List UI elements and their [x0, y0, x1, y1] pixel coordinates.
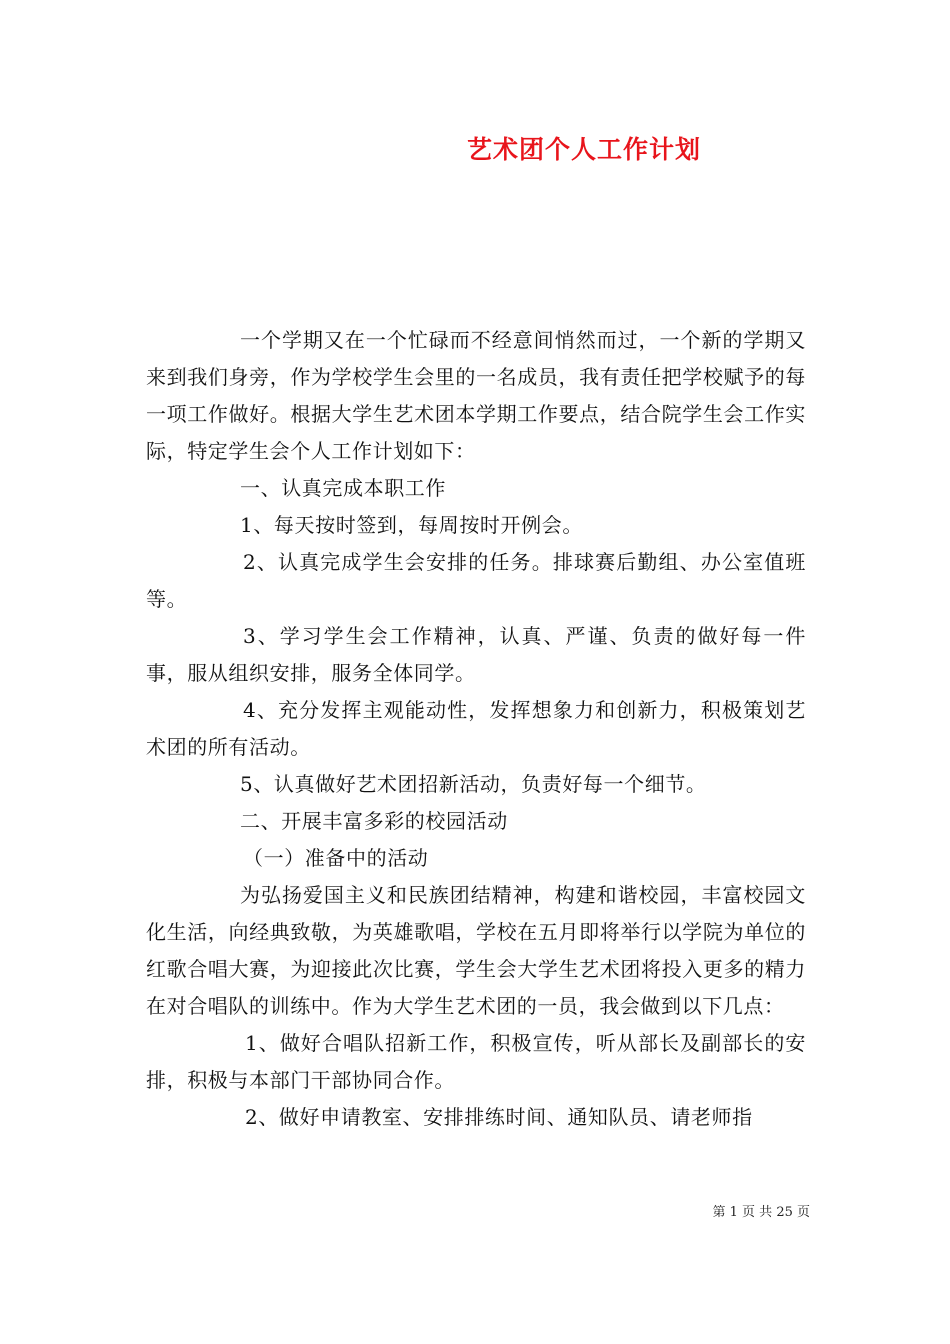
list-item: 2、做好申请教室、安排排练时间、通知队员、请老师指 [245, 1105, 753, 1129]
list-item: 1、每天按时签到，每周按时开例会。 [240, 513, 583, 537]
list-item: 2、认真完成学生会安排的任务。排球赛后勤组、办公室值班等。 [146, 550, 806, 611]
paragraph-intro: 一个学期又在一个忙碌而不经意间悄然而过，一个新的学期又来到我们身旁，作为学校学生会里的一名成员，我有责任把学校赋予的每一项工作做好。根据大学生艺术团本学期工作要点，结合院学生会工作实际，特定学生会个人工作计划如下： [146, 328, 806, 463]
section-heading-2: 二、开展丰富多彩的校园活动 [240, 809, 508, 833]
document-body [146, 322, 806, 1136]
subsection-heading: （一）准备中的活动 [243, 846, 429, 870]
list-item: 5、认真做好艺术团招新活动，负责好每一个细节。 [240, 772, 707, 796]
list-item: 4、充分发挥主观能动性，发挥想象力和创新力，积极策划艺术团的所有活动。 [146, 698, 806, 759]
page-number-footer: 第 1 页 共 25 页 [712, 1205, 810, 1220]
document-title: 艺术团个人工作计划 [466, 135, 701, 164]
paragraph-activity: 为弘扬爱国主义和民族团结精神，构建和谐校园，丰富校园文化生活，向经典致敬，为英雄歌唱，学校在五月即将举行以学院为单位的红歌合唱大赛，为迎接此次比赛，学生会大学生艺术团将投入更多的精力在对合唱队的训练中。作为大学生艺术团的一员，我会做到以下几点： [146, 883, 806, 1018]
list-item: 3、学习学生会工作精神，认真、严谨、负责的做好每一件事，服从组织安排，服务全体同学。 [146, 624, 806, 685]
section-heading-1: 一、认真完成本职工作 [240, 476, 446, 500]
list-item: 1、做好合唱队招新工作，积极宣传，听从部长及副部长的安排，积极与本部门干部协同合作。 [146, 1031, 806, 1092]
